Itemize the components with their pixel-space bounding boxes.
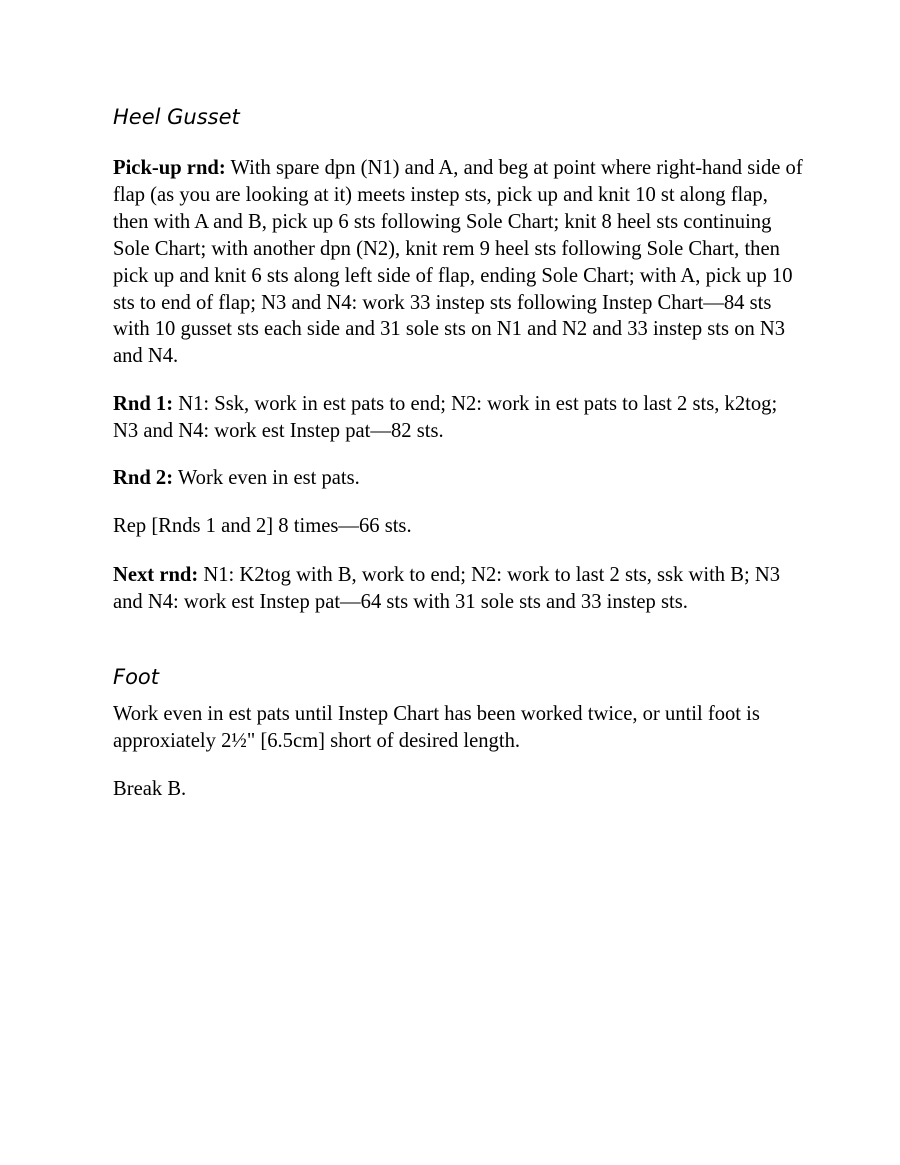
rnd-1-text: N1: Ssk, work in est pats to end; N2: work in est pats to last 2 sts, k2tog; N3 and N4: work est Instep pat—82 sts. xyxy=(113,393,778,442)
pick-up-rnd-paragraph xyxy=(113,155,803,370)
foot-heading: Foot xyxy=(113,665,160,689)
rnd-2-label: Rnd 2: xyxy=(113,467,174,489)
break-b-paragraph xyxy=(113,776,803,803)
rnd-1-label: Rnd 1: xyxy=(113,393,174,415)
foot-work-paragraph xyxy=(113,701,803,755)
break-b-text: Break B. xyxy=(113,778,187,800)
foot-work-text: Work even in est pats until Instep Chart has been worked twice, or until foot is approxiately 2½" [6.5cm] short of desired length. xyxy=(113,703,760,752)
repeat-text: Rep [Rnds 1 and 2] 8 times—66 sts. xyxy=(113,515,412,537)
next-rnd-text: N1: K2tog with B, work to end; N2: work to last 2 sts, ssk with B; N3 and N4: work est Instep pat—64 sts with 31 sole sts and 33 instep sts. xyxy=(113,564,781,613)
rnd-2-paragraph xyxy=(113,465,803,492)
pick-up-rnd-label: Pick-up rnd: xyxy=(113,157,226,179)
pick-up-rnd-text: With spare dpn (N1) and A, and beg at point where right-hand side of flap (as you are looking at it) meets instep sts, pick up and knit 10 st along flap, then with A and B, pick up 6 sts following Sole Chart; knit 8 heel sts continuing Sole Chart; with another dpn (N2), knit rem 9 heel sts following Sole Chart, then pick up and knit 6 sts along left side of flap, ending Sole Chart; with A, pick up 10 sts to end of flap; N3 and N4: work 33 instep sts following Instep Chart—84 sts with 10 gusset sts each side and 31 sole sts on N1 and N2 and 33 instep sts on N3 and N4. xyxy=(113,157,803,368)
rnd-2-text: Work even in est pats. xyxy=(177,467,360,489)
heel-gusset-heading: Heel Gusset xyxy=(113,105,240,129)
next-rnd-label: Next rnd: xyxy=(113,564,199,586)
rnd-1-paragraph xyxy=(113,391,803,445)
next-rnd-paragraph xyxy=(113,562,803,616)
repeat-paragraph xyxy=(113,513,803,540)
